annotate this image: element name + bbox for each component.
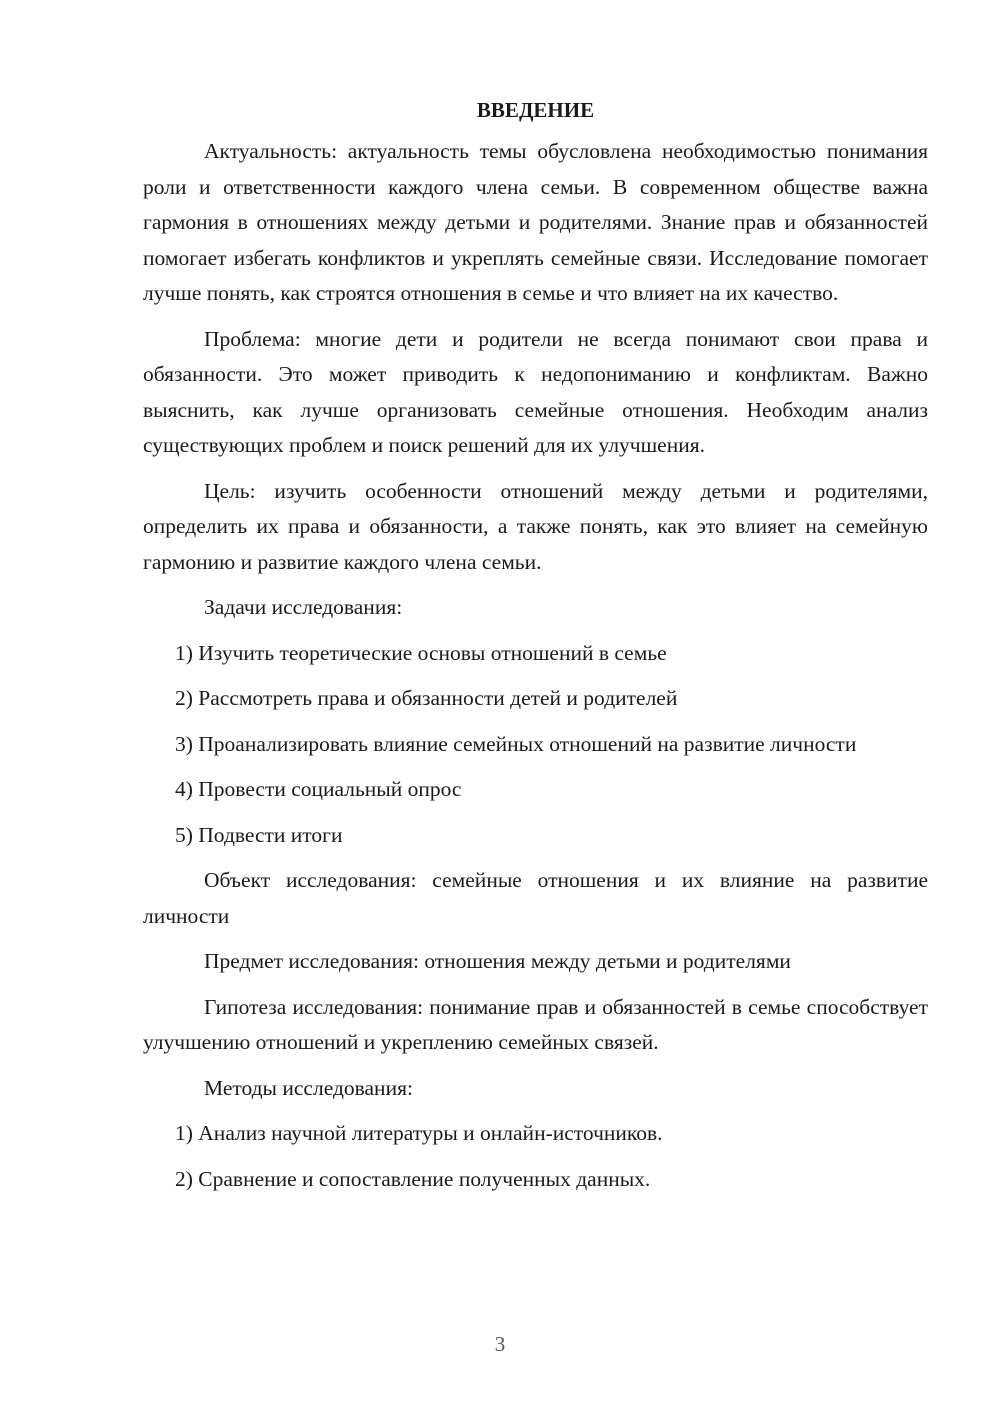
paragraph-object: Объект исследования: семейные отношения и их влияние на развитие личности bbox=[143, 868, 928, 928]
paragraph-goal: Цель: изучить особенности отношений между детьми и родителями, определить их права и обязанности, а также понять, как это влияет на семейную гармонию и развитие каждого члена семьи. bbox=[143, 478, 928, 574]
method-item-2: 2) Сравнение и сопоставление полученных данных. bbox=[175, 1166, 651, 1191]
paragraph-subject: Предмет исследования: отношения между детьми и родителями bbox=[204, 949, 791, 973]
task-item-2: 2) Рассмотреть права и обязанности детей и родителей bbox=[175, 686, 678, 710]
methods-label: Методы исследования: bbox=[204, 1075, 413, 1100]
task-item-4: 4) Провести социальный опрос bbox=[175, 777, 462, 801]
paragraph-relevance: Актуальность: актуальность темы обусловлена необходимостью понимания роли и ответственности каждого члена семьи. В современном обществе важна гармония в отношениях между детьми и родителями. Знание прав и обязанностей помогает избегать конфликтов и укреплять семейные связи. Исследование помогает лучше понять, как строятся отношения в семье и что влияет на их качество. bbox=[143, 139, 928, 305]
page-content bbox=[143, 96, 928, 1197]
paragraph-hypothesis: Гипотеза исследования: понимание прав и обязанностей в семье способствует улучшению отношений и укреплению семейных связей. bbox=[143, 994, 928, 1054]
tasks-label: Задачи исследования: bbox=[204, 595, 403, 619]
page-title: ВВЕДЕНИЕ bbox=[476, 98, 595, 122]
task-item-3: 3) Проанализировать влияние семейных отношений на развитие личности bbox=[175, 731, 857, 756]
task-item-1: 1) Изучить теоретические основы отношений в семье bbox=[175, 640, 667, 665]
paragraph-problem: Проблема: многие дети и родители не всегда понимают свои права и обязанности. Это может приводить к недопониманию и конфликтам. Важно выяснить, как лучше организовать семейные отношения. Необходим анализ существующих проблем и поиск решений для их улучшения. bbox=[143, 326, 928, 457]
page-number: 3 bbox=[494, 1332, 506, 1356]
task-item-5: 5) Подвести итоги bbox=[175, 822, 343, 847]
method-item-1: 1) Анализ научной литературы и онлайн-источников. bbox=[175, 1121, 663, 1145]
